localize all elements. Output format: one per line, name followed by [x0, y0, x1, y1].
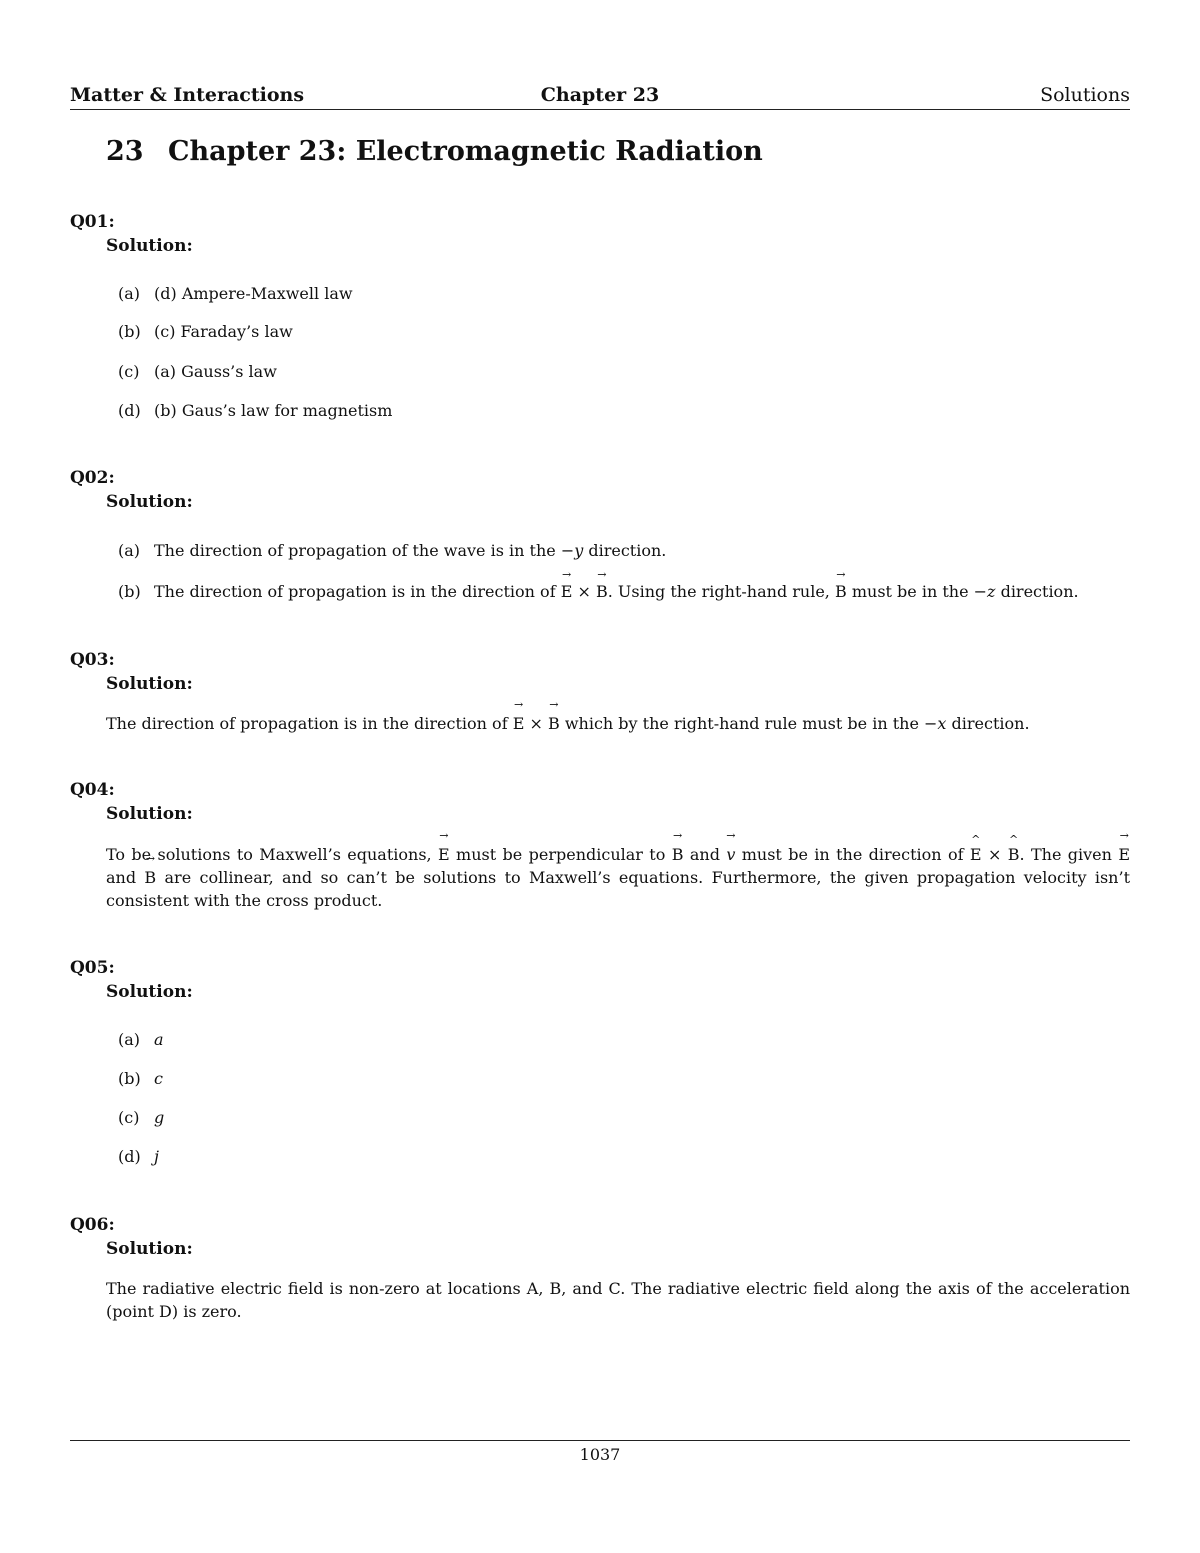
- text-run: and: [683, 845, 727, 864]
- item-label: (a): [118, 541, 141, 560]
- item-text: The direction of propagation is in the direction of: [154, 582, 561, 601]
- vector-e: → E: [513, 712, 525, 735]
- header-book-title: Matter & Interactions: [70, 84, 305, 106]
- item-label: (c): [118, 362, 140, 381]
- list-item: [118, 322, 293, 341]
- text-run: and: [106, 868, 145, 887]
- item-text: (b) Gaus’s law for magnetism: [154, 401, 393, 420]
- item-label: (a): [118, 1030, 141, 1049]
- vector-b: → B: [144, 866, 156, 889]
- question-heading-q05: Q05:: [70, 958, 115, 978]
- text-run: To be solutions to Maxwell’s equations,: [106, 845, 438, 864]
- solution-paragraph-q06: The radiative electric field is non-zero at locations A, B, and C. The radiative electric field along the axis of the acceleration (point D) is zero.: [106, 1279, 1130, 1321]
- question-heading-q01: Q01:: [70, 212, 115, 232]
- footer-rule: [70, 1440, 1130, 1441]
- vector-v: → v: [726, 843, 735, 866]
- item-text: direction.: [995, 582, 1079, 601]
- chapter-title: Chapter 23: Electromagnetic Radiation: [168, 136, 763, 167]
- solution-label-q02: Solution:: [106, 492, 193, 512]
- list-item: [118, 1069, 163, 1088]
- chapter-number: 23: [106, 136, 144, 167]
- item-text: . Using the right-hand rule,: [607, 582, 835, 601]
- vector-b: → B: [596, 582, 608, 601]
- text-run: direction.: [946, 714, 1030, 733]
- item-text: The direction of propagation of the wave is in the: [154, 541, 561, 560]
- text-run: The direction of propagation is in the direction of: [106, 714, 513, 733]
- item-label: (d): [118, 401, 141, 420]
- question-heading-q03: Q03:: [70, 650, 115, 670]
- list-item: [118, 541, 666, 560]
- text-run: must be in the direction of: [735, 845, 970, 864]
- text-run: . The given: [1019, 845, 1119, 864]
- item-text: a: [154, 1030, 164, 1049]
- text-run: are collinear, and so can’t be solutions to Maxwell’s equations. Furthermore, the given propagation velocity isn’t consistent with the cross product.: [106, 868, 1131, 910]
- header-rule: [70, 109, 1130, 110]
- list-item: [118, 1108, 164, 1127]
- vector-b: → B: [835, 582, 847, 601]
- item-label: (a): [118, 284, 141, 303]
- header-chapter: Chapter 23: [540, 84, 660, 106]
- solution-paragraph-q03: [106, 712, 1130, 735]
- item-text: must be in the: [846, 582, 974, 601]
- list-item: [118, 284, 353, 303]
- item-text: direction.: [583, 541, 667, 560]
- header-section: Solutions: [1040, 84, 1130, 106]
- vector-e: → E: [561, 582, 573, 601]
- page-number: 1037: [579, 1445, 621, 1464]
- list-item: [118, 582, 1079, 601]
- cross-operator: ×: [572, 582, 596, 601]
- vector-e: → E: [1118, 843, 1130, 866]
- solution-label-q05: Solution:: [106, 982, 193, 1002]
- unit-vector-b: ^ B: [1008, 843, 1020, 866]
- unit-vector-e: ^ E: [970, 843, 982, 866]
- solution-paragraph-q04: [106, 843, 1130, 912]
- question-heading-q06: Q06:: [70, 1215, 115, 1235]
- text-run: must be perpendicular to: [449, 845, 672, 864]
- math-variable: −x: [924, 714, 947, 733]
- question-heading-q04: Q04:: [70, 780, 115, 800]
- solution-label-q03: Solution:: [106, 674, 193, 694]
- list-item: [118, 362, 277, 381]
- math-variable: −y: [560, 541, 584, 560]
- list-item: [118, 1030, 164, 1049]
- list-item: [118, 1147, 159, 1166]
- chapter-heading: [106, 136, 763, 167]
- item-text: (c) Faraday’s law: [154, 322, 293, 341]
- cross-operator: ×: [981, 845, 1008, 864]
- running-header: [70, 84, 1130, 110]
- item-text: (d) Ampere-Maxwell law: [154, 284, 353, 303]
- item-text: c: [154, 1069, 163, 1088]
- item-label: (c): [118, 1108, 140, 1127]
- solution-label-q04: Solution:: [106, 804, 193, 824]
- vector-e: → E: [438, 843, 450, 866]
- item-text: g: [154, 1108, 165, 1127]
- item-label: (b): [118, 322, 141, 341]
- item-text: j: [154, 1147, 159, 1166]
- question-heading-q02: Q02:: [70, 468, 115, 488]
- vector-b: → B: [672, 843, 684, 866]
- item-label: (b): [118, 1069, 141, 1088]
- math-variable: −z: [973, 582, 996, 601]
- text-run: which by the right-hand rule must be in the: [559, 714, 924, 733]
- cross-operator: ×: [524, 714, 548, 733]
- solution-label-q01: Solution:: [106, 236, 193, 256]
- vector-b: → B: [548, 712, 560, 735]
- item-label: (b): [118, 582, 141, 601]
- solution-label-q06: Solution:: [106, 1239, 193, 1259]
- list-item: [118, 401, 392, 420]
- item-label: (d): [118, 1147, 141, 1166]
- item-text: (a) Gauss’s law: [154, 362, 277, 381]
